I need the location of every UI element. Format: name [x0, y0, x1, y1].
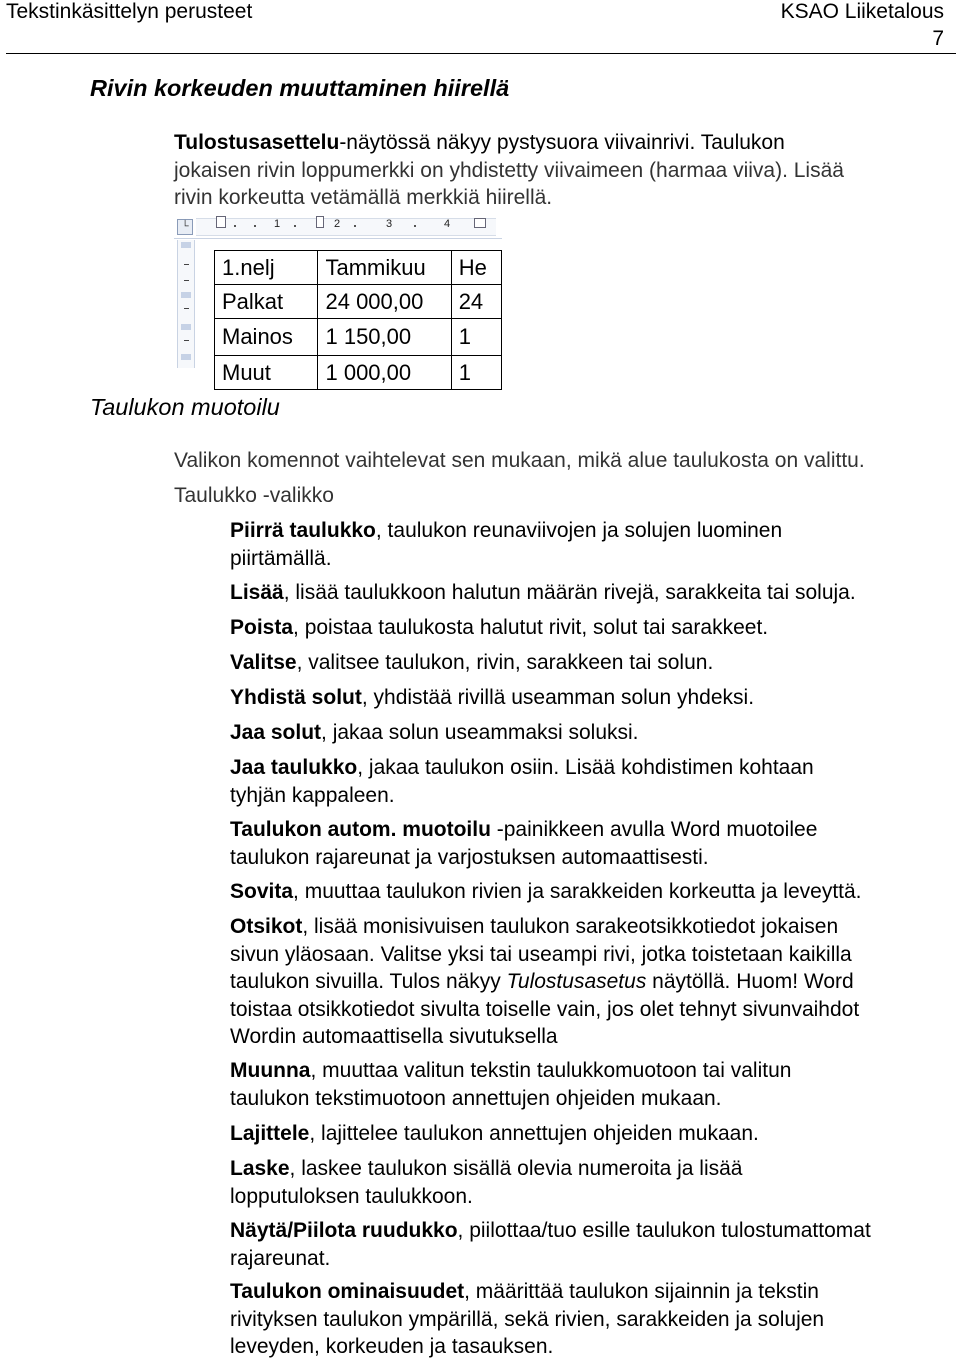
command-desc: rajareunat.: [230, 1246, 331, 1270]
command-desc: toistaa otsikkotiedot sivulta toiselle vain, jos olet tehnyt sivunvaihdot: [230, 997, 860, 1021]
ruler-track: [196, 218, 496, 236]
sample-table: [214, 250, 502, 390]
ruler-number: 2: [334, 218, 341, 230]
list-item: [230, 1120, 958, 1148]
menu-name: Taulukko: [174, 484, 257, 507]
command-desc: taulukon rajareunat ja varjostuksen automaattisesti.: [230, 845, 709, 869]
command-desc: tyhjän kappaleen.: [230, 783, 395, 807]
table-cell: Palkat: [215, 285, 318, 319]
command-desc: -painikkeen avulla Word muotoilee: [490, 818, 818, 841]
intro-text: Valikon komennot vaihtelevat sen mukaan, mikä alue taulukosta on valittu.: [174, 449, 865, 472]
header-right: KSAO Liiketalous: [780, 0, 944, 23]
command-name: Valitse: [230, 651, 297, 674]
table-cell: 1: [451, 356, 501, 390]
list-item: [230, 1217, 958, 1272]
ruler-tick: [184, 280, 189, 281]
ruler-mark: [181, 242, 191, 248]
row-end-marker: [181, 292, 191, 298]
ruler-dot: [254, 225, 256, 227]
list-item: [230, 1278, 958, 1361]
ruler-tick: [184, 340, 189, 341]
table-cell: Mainos: [215, 319, 318, 356]
command-desc: piirtämällä.: [230, 546, 332, 570]
command-name: Lisää: [230, 581, 284, 604]
command-desc: , määrittää taulukon sijainnin ja tekstin: [464, 1280, 819, 1303]
bold-term: Tulostusasettelu: [174, 131, 340, 154]
command-name: Yhdistä solut: [230, 686, 362, 709]
table-cell: 1: [451, 319, 501, 356]
command-desc: , lisää monisivuisen taulukon sarakeotsikkotiedot jokaisen: [302, 915, 839, 938]
table-row: [215, 251, 502, 285]
row-end-marker: [181, 354, 191, 360]
ruler-tick: [184, 264, 189, 265]
command-name: Laske: [230, 1157, 290, 1180]
grid-move-icon: [474, 218, 486, 228]
command-name: Jaa taulukko: [230, 756, 358, 779]
command-desc: , yhdistää rivillä useamman solun yhdeksi.: [361, 686, 755, 709]
command-desc: taulukon tekstimuotoon annettujen ohjeiden mukaan.: [230, 1086, 722, 1110]
command-desc: , jakaa solun useammaksi soluksi.: [321, 721, 639, 744]
command-name: Poista: [230, 616, 294, 639]
emphasis: Tulostusasetus: [506, 970, 647, 993]
command-name: Jaa solut: [230, 721, 322, 744]
command-name: Otsikot: [230, 915, 303, 938]
command-desc: sivun yläosaan. Valitse yksi tai useampi rivi, jotka toistetaan kaikilla: [230, 942, 852, 966]
table-cell: Muut: [215, 356, 318, 390]
section-title-row-height: Rivin korkeuden muuttaminen hiirellä: [90, 75, 510, 101]
list-item: [230, 719, 958, 747]
text: -näytössä näkyy pystysuora viivainrivi. Taulukon: [339, 131, 785, 154]
command-desc: , muuttaa taulukon rivien ja sarakkeiden korkeutta ja leveyttä.: [293, 880, 862, 903]
list-item: [230, 1057, 958, 1112]
command-name: Sovita: [230, 880, 294, 903]
list-item: [230, 614, 958, 642]
list-item: [230, 517, 958, 572]
table-row: [215, 319, 502, 356]
command-desc: , laskee taulukon sisällä olevia numeroita ja lisää: [289, 1157, 743, 1180]
text: jokaisen rivin loppumerkki on yhdistetty viivaimeen (harmaa viiva). Lisää: [174, 158, 844, 182]
command-name: Piirrä taulukko: [230, 519, 376, 542]
indent-marker-icon: [216, 216, 226, 228]
command-name: Lajittele: [230, 1122, 310, 1145]
command-name: Taulukon autom. muotoilu: [230, 818, 491, 841]
command-desc: Wordin automaattisella sivutuksella: [230, 1025, 558, 1048]
command-desc: , valitsee taulukon, rivin, sarakkeen tai solun.: [296, 651, 714, 674]
list-item: [230, 579, 958, 607]
table-cell: 1 150,00: [318, 319, 451, 356]
list-item: [230, 684, 958, 712]
ruler-dot: [294, 225, 296, 227]
command-name: Näytä/Piilota ruudukko: [230, 1219, 458, 1242]
table-row: [215, 285, 502, 319]
command-desc: , lajittelee taulukon annettujen ohjeiden mukaan.: [309, 1122, 759, 1145]
list-item: [230, 649, 958, 677]
column-marker-icon: [316, 216, 324, 228]
list-item: [230, 878, 958, 906]
table-cell: 1.nelj: [215, 251, 318, 285]
menu-heading: [174, 482, 954, 510]
command-desc: , jakaa taulukon osiin. Lisää kohdistimen kohtaan: [357, 756, 814, 779]
row-end-marker: [181, 324, 191, 330]
command-name: Taulukon ominaisuudet: [230, 1280, 465, 1303]
ruler-number: 4: [444, 218, 451, 230]
list-item: [230, 816, 958, 871]
command-name: Muunna: [230, 1059, 311, 1082]
menu-suffix: -valikko: [256, 484, 334, 507]
table-cell: He: [451, 251, 501, 285]
command-desc: , lisää taulukkoon halutun määrän rivejä, sarakkeita tai soluja.: [283, 581, 856, 604]
table-cell: Tammikuu: [318, 251, 451, 285]
table-row: [215, 356, 502, 390]
command-desc: näytöllä. Huom! Word: [646, 970, 854, 993]
page-number: 7: [932, 27, 944, 50]
text: rivin korkeutta vetämällä merkkiä hiirellä.: [174, 186, 553, 209]
table-cell: 24: [451, 285, 501, 319]
command-desc: , taulukon reunaviivojen ja solujen luominen: [375, 519, 783, 542]
header-left: Tekstinkäsittelyn perusteet: [6, 0, 253, 23]
ruler-dot: [234, 225, 236, 227]
table-cell: 24 000,00: [318, 285, 451, 319]
word-table-screenshot: [174, 214, 502, 385]
table-cell: 1 000,00: [318, 356, 451, 390]
tab-selector-icon: └: [177, 219, 193, 235]
ruler-dot: [354, 225, 356, 227]
command-desc: , piilottaa/tuo esille taulukon tulostumattomat: [457, 1219, 871, 1242]
command-desc: rivityksen taulukon ympärillä, sekä rivien, sarakkeiden ja solujen: [230, 1307, 825, 1331]
vertical-ruler: [177, 240, 195, 368]
ruler-number: 3: [386, 218, 393, 230]
list-item: [230, 913, 958, 1051]
list-item: [230, 1155, 958, 1210]
command-desc: taulukon sivuilla. Tulos näkyy: [230, 970, 507, 993]
command-desc: lopputuloksen taulukkoon.: [230, 1184, 473, 1208]
command-desc: , poistaa taulukosta halutut rivit, solut tai sarakkeet.: [293, 616, 769, 639]
section-title-table-formatting: Taulukon muotoilu: [90, 394, 280, 420]
ruler-dot: [414, 225, 416, 227]
list-item: [230, 754, 958, 809]
ruler-tick: [184, 308, 189, 309]
horizontal-ruler: [174, 214, 502, 239]
command-desc: leveyden, korkeuden ja tasauksen.: [230, 1335, 554, 1358]
ruler-number: 1: [274, 218, 281, 230]
paragraph-row-height: [174, 129, 954, 212]
command-desc: , muuttaa valitun tekstin taulukkomuotoon tai valitun: [310, 1059, 792, 1082]
header-rule: [6, 53, 956, 54]
